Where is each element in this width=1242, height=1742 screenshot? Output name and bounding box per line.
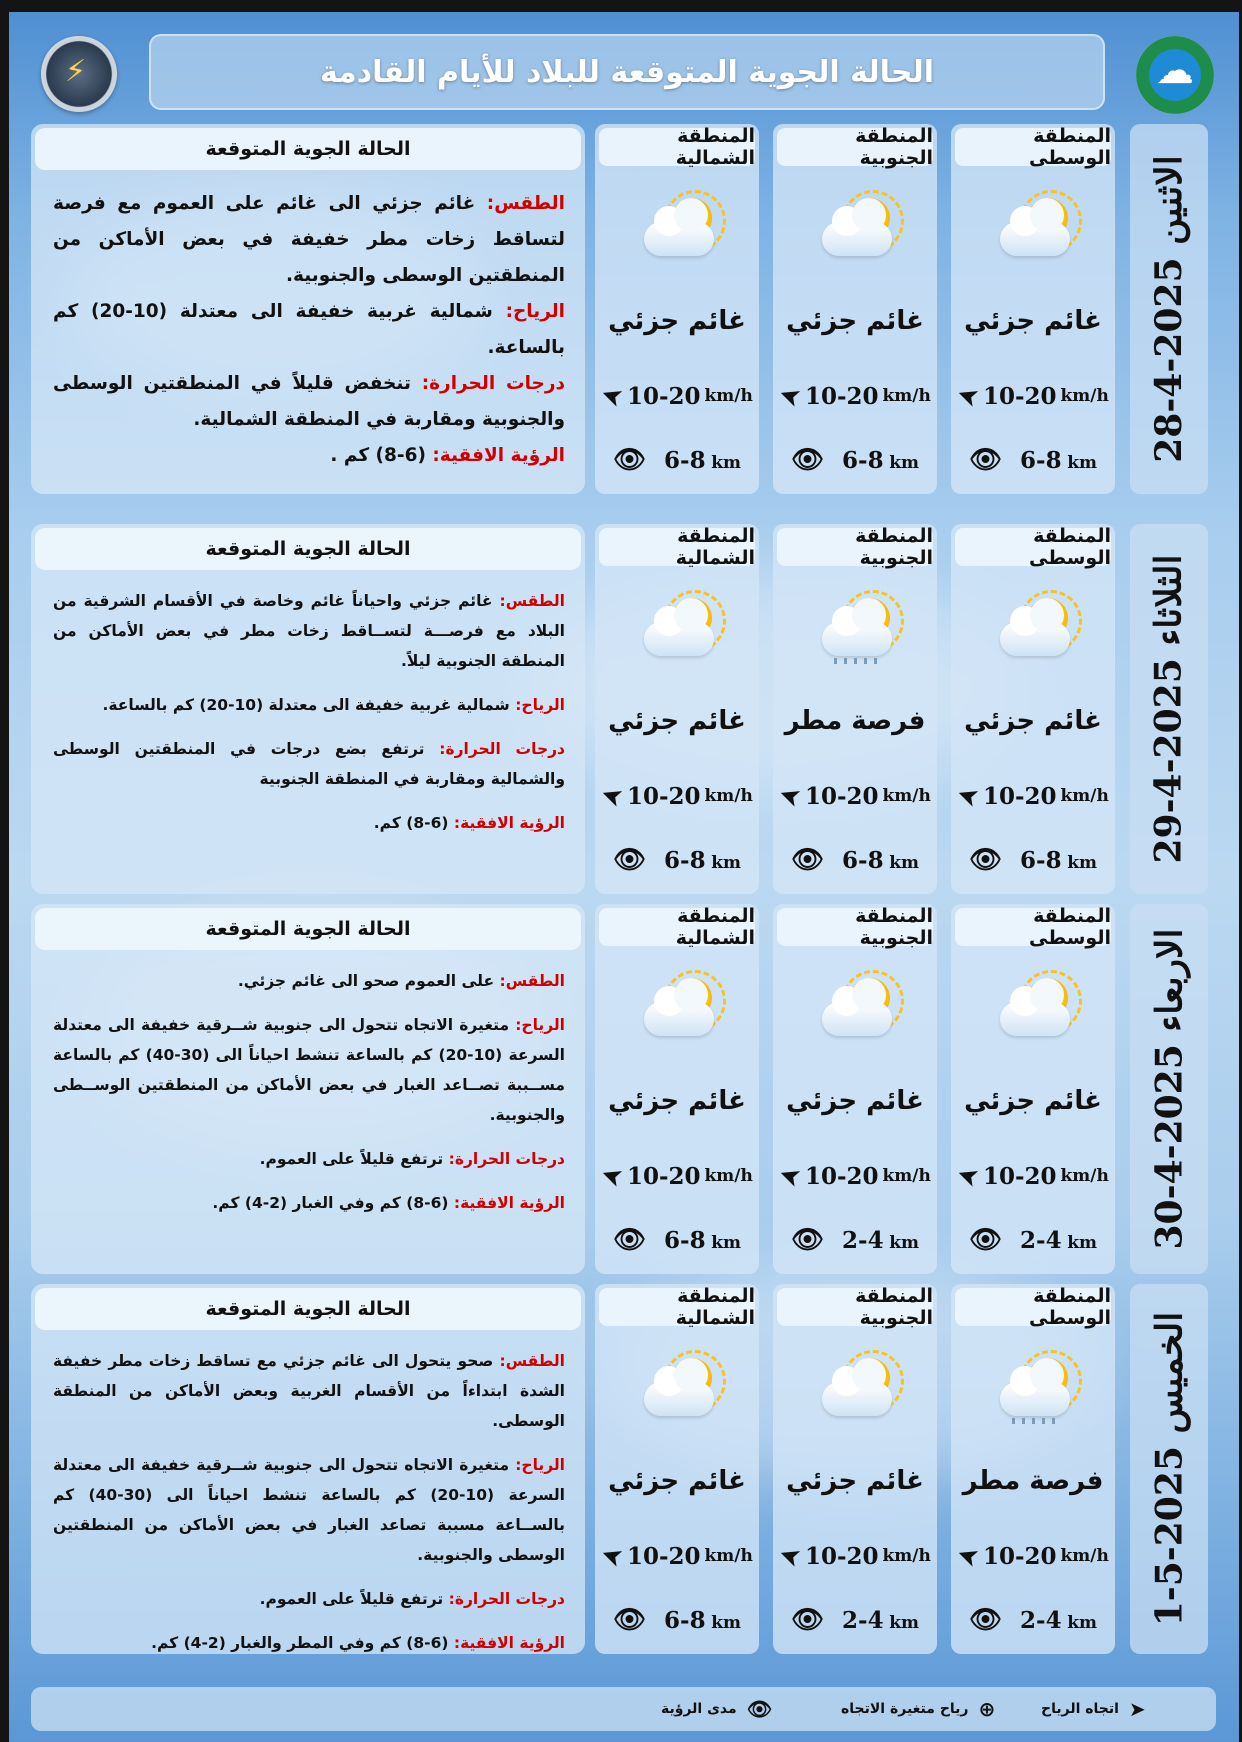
forecast-weather-line [53,1346,565,1436]
forecast-body [53,586,565,838]
forecast-temperature-text: ترتفع بضع درجات في المنطقتين الوسطى والشمالية ومقاربة في المنطقة الجنوبية [53,740,565,788]
condition-text: غائم جزئي [964,306,1102,336]
rain-chance-icon [820,592,900,664]
visibility-row [951,840,1115,880]
wind-arrow-icon: ➤ [952,1538,984,1574]
region-card [595,1284,759,1654]
forecast-title: الحالة الجوية المتوقعة [35,908,581,950]
eye-icon: 👁 [791,445,825,475]
visibility-row [773,1220,937,1260]
legend-visibility-label: مدى الرؤية [661,1701,737,1717]
wind-speed-row [951,776,1115,816]
page-title: الحالة الجوية المتوقعة للبلاد للأيام القادمة [319,54,935,90]
eye-icon: 👁 [969,1225,1003,1255]
wind-speed-unit: km/h [882,1166,931,1186]
visibility-group [842,1227,919,1254]
visibility-unit: km [1067,452,1097,473]
visibility-unit: km [711,1232,741,1253]
wind-speed-value: 10-20 [626,782,701,810]
region-name: المنطقة الوسطى [955,128,1111,166]
region-name: المنطقة الجنوبية [777,528,933,566]
forecast-temperature-text: ترتفع قليلاً على العموم. [259,1590,444,1608]
forecast-wind-text: شمالية غربية خفيفة الى معتدلة (10-20) كم بالساعة. [102,696,510,714]
forecast-wind-text: شمالية غربية خفيفة الى معتدلة (10-20) كم بالساعة. [53,301,565,358]
visibility-unit: km [1067,852,1097,873]
visibility-unit: km [1067,1232,1097,1253]
forecast-title: الحالة الجوية المتوقعة [35,528,581,570]
forecast-temperature-label: درجات الحرارة: [448,1150,565,1168]
visibility-row [951,1600,1115,1640]
condition-text: غائم جزئي [608,306,746,336]
visibility-value: 2-4 [1020,1606,1062,1634]
wind-speed-row [773,1536,937,1576]
eye-icon: 👁 [791,1605,825,1635]
cloud-icon [644,222,714,256]
forecast-temperature-text: تنخفض قليلاً في المنطقتين الوسطى والجنوبية ومقاربة في المنطقة الشمالية. [53,373,565,430]
day-label [1130,524,1208,894]
partly-cloudy-icon [820,1352,900,1424]
cloud-icon [1000,222,1070,256]
cloud-icon [644,622,714,656]
forecast-weather-label: الطقس: [499,592,565,610]
forecast-body [53,966,565,1218]
forecast-visibility-line [53,1628,565,1658]
partly-cloudy-icon [642,592,722,664]
forecast-wind-label: الرياح: [515,1456,565,1474]
region-name: المنطقة الجنوبية [777,128,933,166]
legend-visibility [661,1695,772,1723]
wind-speed-unit: km/h [882,386,931,406]
partly-cloudy-icon [998,592,1078,664]
visibility-group [1020,1607,1097,1634]
wind-speed-value: 10-20 [626,1162,701,1190]
forecast-weather-text: غائم جزئي الى غائم على العموم مع فرصة لتساقط زخات مطر خفيفة في بعض الأماكن من المنطقتين الوسطى والجنوبية. [53,193,565,286]
forecast-visibility-label: الرؤية الافقية: [453,814,565,832]
partly-cloudy-icon [998,192,1078,264]
wind-arrow-icon: ➤ [952,1158,984,1194]
cloud-icon [822,222,892,256]
cloud-icon [822,1382,892,1416]
wind-speed-row [951,1536,1115,1576]
wind-speed-unit: km/h [882,786,931,806]
forecast-panel [31,1284,585,1654]
visibility-group [842,847,919,874]
forecast-temperature-line [53,366,565,438]
condition-text: غائم جزئي [608,706,746,736]
cloud-icon [822,1002,892,1036]
wind-speed-row [951,1156,1115,1196]
visibility-value: 6-8 [664,846,706,874]
forecast-panel [31,124,585,494]
eye-icon: 👁 [791,1225,825,1255]
region-card [951,124,1115,494]
forecast-visibility-text: (6-8) كم وفي الغبار (2-4) كم. [212,1194,449,1212]
region-name: المنطقة الشمالية [599,128,755,166]
wind-speed-value: 10-20 [982,1162,1057,1190]
condition-text: غائم جزئي [786,1466,924,1496]
wind-arrow-icon: ➤ [774,1158,806,1194]
visibility-unit: km [711,1612,741,1633]
forecast-temperature-line [53,1584,565,1614]
wind-speed-row [595,1156,759,1196]
visibility-unit: km [889,1612,919,1633]
eye-icon: 👁 [969,845,1003,875]
visibility-row [951,1220,1115,1260]
wind-speed-unit: km/h [1060,1546,1109,1566]
forecast-weather-text: صحو يتحول الى غائم جزئي مع تساقط زخات مطر خفيفة الشدة ابتداءاً من الأقسام الغربية وبعض الأماكن من المنطقة الوسطى. [53,1352,565,1430]
legend-wind-direction [1041,1695,1146,1723]
visibility-row [595,1600,759,1640]
wind-speed-row [595,1536,759,1576]
wind-speed-unit: km/h [1060,1166,1109,1186]
visibility-group [664,847,741,874]
wind-speed-unit: km/h [1060,386,1109,406]
visibility-group [842,447,919,474]
visibility-unit: km [889,452,919,473]
wind-speed-row [773,776,937,816]
wind-arrow-icon: ➤ [952,778,984,814]
forecast-weather-text: غائم جزئي واحياناً غائم وخاصة في الأقسام الشرقية من البلاد مع فرصـــة لتســاقط زخات مطر في بعض الأماكن من المنطقة الجنوبية ليلاً. [53,592,565,670]
forecast-weather-label: الطقس: [499,1352,565,1370]
partly-cloudy-icon [998,972,1078,1044]
visibility-row [773,440,937,480]
forecast-weather-line [53,966,565,996]
region-name: المنطقة الجنوبية [777,908,933,946]
forecast-visibility-line [53,438,565,474]
forecast-weather-label: الطقس: [486,193,565,214]
day-label [1130,1284,1208,1654]
eye-icon: 👁 [746,1697,773,1721]
legend-variable-wind [841,1695,995,1723]
wind-speed-unit: km/h [704,1166,753,1186]
region-card [595,904,759,1274]
visibility-value: 2-4 [842,1226,884,1254]
visibility-unit: km [711,852,741,873]
forecast-temperature-label: درجات الحرارة: [421,373,565,394]
condition-text: غائم جزئي [964,706,1102,736]
wind-speed-value: 10-20 [982,782,1057,810]
forecast-wind-line [53,294,565,366]
visibility-group [664,1227,741,1254]
visibility-group [1020,847,1097,874]
forecast-temperature-text: ترتفع قليلاً على العموم. [259,1150,444,1168]
partly-cloudy-icon [820,192,900,264]
forecast-weather-label: الطقس: [499,972,565,990]
visibility-row [773,840,937,880]
day-date-text: الخميس 2025-5-1 [1148,1311,1190,1627]
visibility-value: 6-8 [1020,446,1062,474]
forecast-visibility-label: الرؤية الافقية: [453,1634,565,1652]
wind-arrow-icon: ➤ [774,1538,806,1574]
visibility-value: 6-8 [842,446,884,474]
forecast-wind-label: الرياح: [515,1016,565,1034]
partly-cloudy-icon [820,972,900,1044]
wind-speed-value: 10-20 [804,1542,879,1570]
wind-speed-row [595,376,759,416]
region-card [595,524,759,894]
visibility-row [595,1220,759,1260]
visibility-unit: km [889,1232,919,1253]
forecast-wind-line [53,1010,565,1130]
legend-variable-wind-label: رياح متغيرة الاتجاه [841,1701,969,1717]
visibility-group [1020,1227,1097,1254]
visibility-value: 6-8 [842,846,884,874]
visibility-group [664,447,741,474]
condition-text: غائم جزئي [786,306,924,336]
page-title-bar [149,34,1105,110]
region-name: المنطقة الوسطى [955,1288,1111,1326]
region-card [773,524,937,894]
rain-drops-icon [1012,1418,1062,1424]
wind-arrow-icon: ➤ [596,1538,628,1574]
wind-speed-value: 10-20 [804,1162,879,1190]
region-card [951,904,1115,1274]
forecast-poster [9,12,1239,1742]
legend-wind-direction-label: اتجاه الرياح [1041,1701,1119,1717]
region-card [951,1284,1115,1654]
wind-speed-unit: km/h [1060,786,1109,806]
forecast-body [53,1346,565,1658]
forecast-visibility-text: (6-8) كم . [330,445,426,466]
wind-speed-value: 10-20 [626,1542,701,1570]
cloud-icon [644,1382,714,1416]
region-card [773,904,937,1274]
eye-icon: 👁 [791,845,825,875]
visibility-value: 6-8 [1020,846,1062,874]
forecast-weather-line [53,186,565,294]
day-label [1130,124,1208,494]
condition-text: فرصة مطر [962,1466,1104,1496]
region-name: المنطقة الوسطى [955,908,1111,946]
compass-icon: ⊕ [978,1697,996,1721]
visibility-value: 6-8 [664,446,706,474]
region-card [773,124,937,494]
region-name: المنطقة الوسطى [955,528,1111,566]
eye-icon: 👁 [969,1605,1003,1635]
condition-text: غائم جزئي [608,1466,746,1496]
forecast-body [53,186,565,474]
eye-icon: 👁 [613,1605,647,1635]
visibility-value: 6-8 [664,1606,706,1634]
eye-icon: 👁 [613,1225,647,1255]
rain-drops-icon [834,658,884,664]
eye-icon: 👁 [613,445,647,475]
wind-speed-unit: km/h [704,786,753,806]
region-card [595,124,759,494]
forecast-weather-text: على العموم صحو الى غائم جزئي. [237,972,495,990]
forecast-panel [31,904,585,1274]
visibility-group [664,1607,741,1634]
wind-speed-unit: km/h [704,1546,753,1566]
partly-cloudy-icon [642,1352,722,1424]
forecast-wind-label: الرياح: [515,696,565,714]
day-label [1130,904,1208,1274]
rain-chance-icon [998,1352,1078,1424]
cloud-icon [644,1002,714,1036]
region-name: المنطقة الشمالية [599,1288,755,1326]
visibility-row [595,440,759,480]
visibility-group [1020,447,1097,474]
eye-icon: 👁 [969,445,1003,475]
forecast-visibility-line [53,1188,565,1218]
visibility-value: 2-4 [842,1606,884,1634]
wind-speed-value: 10-20 [982,1542,1057,1570]
forecast-visibility-text: (6-8) كم. [373,814,449,832]
forecast-title: الحالة الجوية المتوقعة [35,128,581,170]
visibility-value: 2-4 [1020,1226,1062,1254]
forecast-panel [31,524,585,894]
wind-speed-unit: km/h [882,1546,931,1566]
forecast-wind-text: متغيرة الاتجاه تتحول الى جنوبية شــرقية خفيفة الى معتدلة السرعة (10-20) كم بالساعة تنشط احياناً الى (30-40) كم بالساعة مســببة تصــاعد الغبار في بعض الأماكن من المنطقتين الوســطى والجنوبية. [53,1016,565,1124]
eye-icon: 👁 [613,845,647,875]
wind-speed-row [951,376,1115,416]
day-date-text: الاربعاء 2025-4-30 [1148,928,1191,1250]
forecast-visibility-label: الرؤية الافقية: [453,1194,565,1212]
cloud-icon [1000,1382,1070,1416]
condition-text: فرصة مطر [784,706,926,736]
wind-arrow-icon: ➤ [1128,1697,1146,1721]
wind-speed-value: 10-20 [982,382,1057,410]
wind-arrow-icon: ➤ [774,778,806,814]
partly-cloudy-icon [642,972,722,1044]
visibility-group [842,1607,919,1634]
wind-speed-value: 10-20 [804,382,879,410]
visibility-unit: km [1067,1612,1097,1633]
wind-speed-unit: km/h [704,386,753,406]
region-card [951,524,1115,894]
region-name: المنطقة الجنوبية [777,1288,933,1326]
forecast-temperature-line [53,1144,565,1174]
forecast-wind-line [53,690,565,720]
visibility-unit: km [711,452,741,473]
visibility-row [595,840,759,880]
forecast-temperature-line [53,734,565,794]
day-date-text: الاثنين 2025-4-28 [1148,155,1190,463]
visibility-value: 6-8 [664,1226,706,1254]
visibility-row [951,440,1115,480]
partly-cloudy-icon [642,192,722,264]
wind-speed-value: 10-20 [804,782,879,810]
wind-speed-row [773,376,937,416]
cloud-icon [1000,622,1070,656]
cloud-icon [822,622,892,656]
cloud-icon [1000,1002,1070,1036]
forecast-wind-text: متغيرة الاتجاه تتحول الى جنوبية شــرقية خفيفة الى معتدلة السرعة (10-20) كم بالساعة تنشط احياناً الى (30-40) كم بالســاعة مسببة تصاعد الغبار في بعض الأماكن من المنطقتين الوسطى والجنوبية. [53,1456,565,1564]
day-date-text: الثلاثاء 2025-4-29 [1148,554,1191,864]
condition-text: غائم جزئي [608,1086,746,1116]
region-name: المنطقة الشمالية [599,908,755,946]
wind-speed-row [773,1156,937,1196]
forecast-visibility-label: الرؤية الافقية: [432,445,565,466]
forecast-temperature-label: درجات الحرارة: [439,740,566,758]
condition-text: غائم جزئي [786,1086,924,1116]
forecast-visibility-line [53,808,565,838]
wind-speed-value: 10-20 [626,382,701,410]
meteorology-authority-logo [1136,36,1214,114]
wind-speed-row [595,776,759,816]
wind-arrow-icon: ➤ [774,378,806,414]
wind-arrow-icon: ➤ [596,378,628,414]
forecasting-dept-logo [41,36,117,112]
visibility-row [773,1600,937,1640]
wind-arrow-icon: ➤ [952,378,984,414]
wind-arrow-icon: ➤ [596,778,628,814]
condition-text: غائم جزئي [964,1086,1102,1116]
forecast-wind-line [53,1450,565,1570]
legend-bar [31,1687,1216,1731]
forecast-temperature-label: درجات الحرارة: [448,1590,565,1608]
region-card [773,1284,937,1654]
forecast-wind-label: الرياح: [505,301,565,322]
region-name: المنطقة الشمالية [599,528,755,566]
wind-arrow-icon: ➤ [596,1158,628,1194]
forecast-visibility-text: (6-8) كم وفي المطر والغبار (2-4) كم. [151,1634,449,1652]
visibility-unit: km [889,852,919,873]
forecast-weather-line [53,586,565,676]
forecast-title: الحالة الجوية المتوقعة [35,1288,581,1330]
